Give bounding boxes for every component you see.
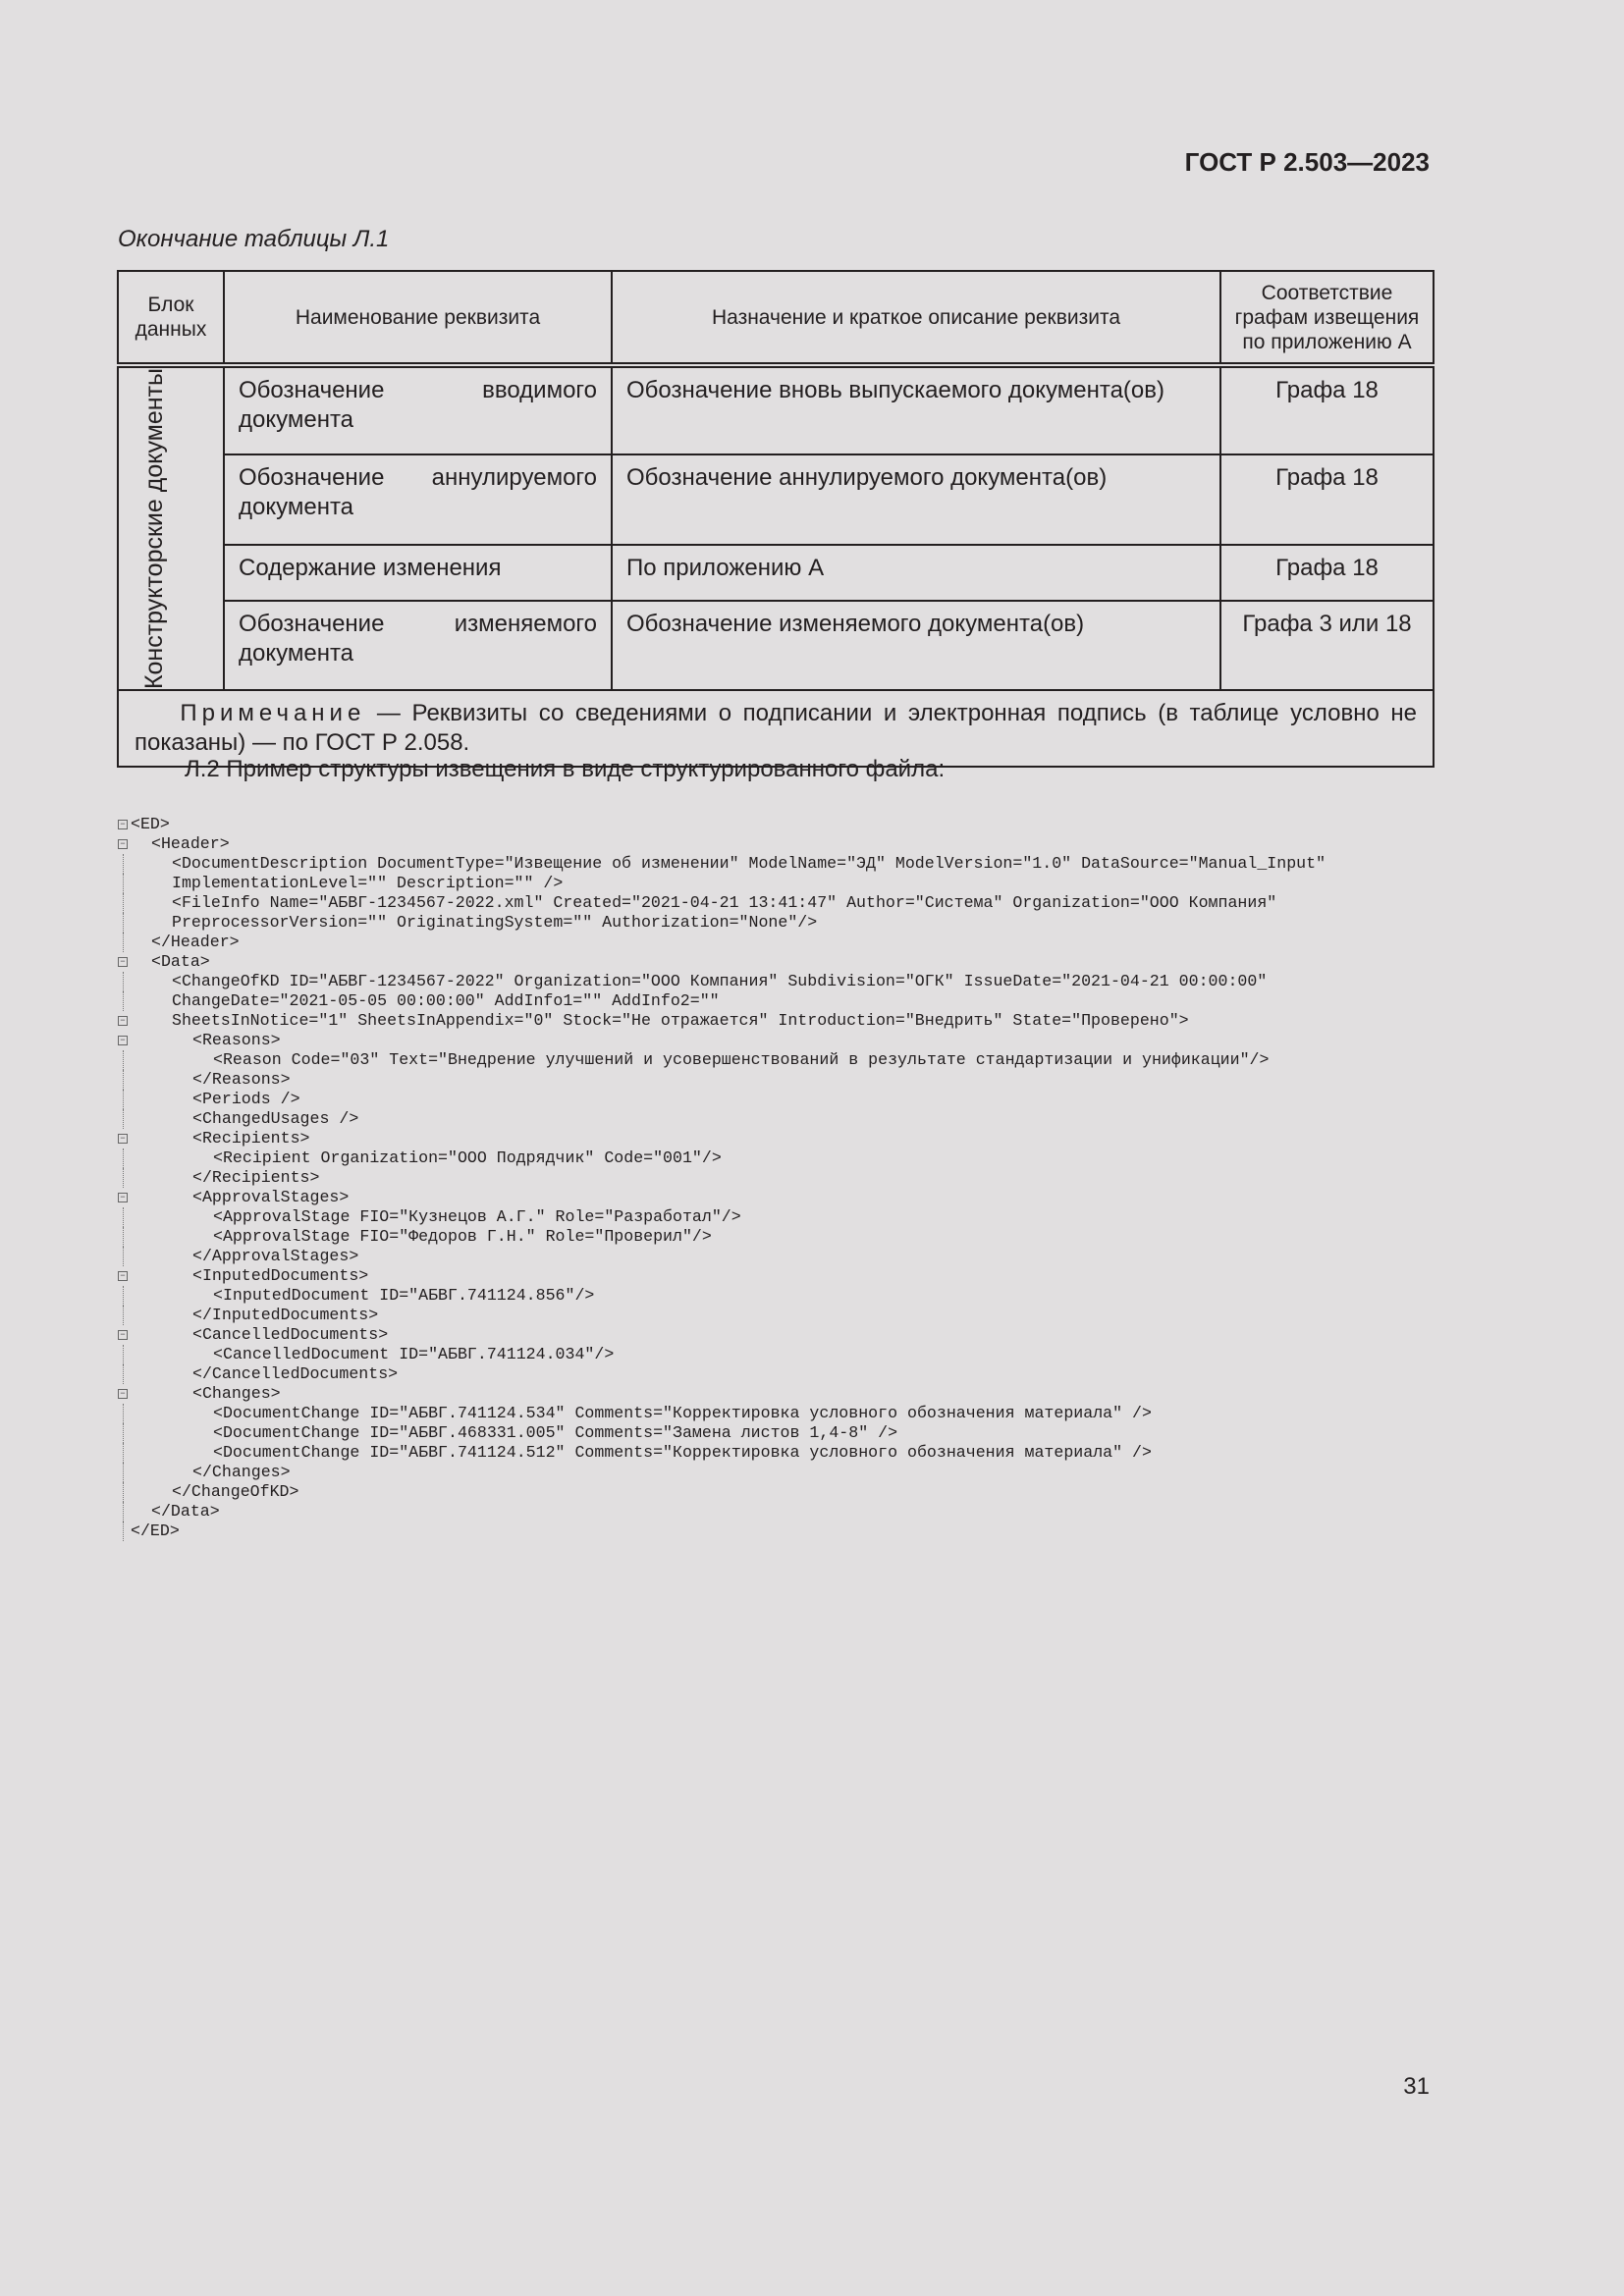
code-text: ImplementationLevel="" Description="" />	[172, 874, 564, 892]
tree-guide	[123, 1463, 125, 1482]
code-line	[117, 1306, 1472, 1325]
code-line	[117, 1404, 1472, 1423]
table-caption: Окончание таблицы Л.1	[118, 226, 390, 252]
code-text: </Changes>	[192, 1463, 291, 1481]
tree-guide	[123, 874, 125, 893]
code-text: </ChangeOfKD>	[172, 1482, 299, 1501]
tree-guide	[123, 1345, 125, 1364]
code-text: </Recipients>	[192, 1168, 320, 1187]
collapse-icon: −	[118, 1134, 128, 1144]
collapse-icon: −	[118, 1193, 128, 1202]
code-line	[117, 1384, 1472, 1404]
code-line	[117, 874, 1472, 893]
code-text: <ApprovalStage FIO="Кузнецов А.Г." Role="Разработал"/>	[213, 1207, 741, 1226]
tree-guide	[123, 893, 125, 913]
row-name: Обозначение вводимого документа	[224, 365, 612, 454]
code-line	[117, 1286, 1472, 1306]
code-line	[117, 854, 1472, 874]
code-line	[117, 1031, 1472, 1050]
code-text: SheetsInNotice="1" SheetsInAppendix="0" Stock="Не отражается" Introduction="Внедрить" State="Проверено">	[172, 1011, 1189, 1030]
code-line	[117, 1463, 1472, 1482]
tree-guide	[123, 1070, 125, 1090]
code-line	[117, 1129, 1472, 1148]
note-text: — Реквизиты со сведениями о подписании и электронная подпись (в таблице условно не показаны) — по ГОСТ Р 2.058.	[135, 700, 1418, 757]
block-cell	[118, 365, 224, 690]
tree-guide	[123, 1364, 125, 1384]
code-text: <ChangeOfKD ID="АБВГ-1234567-2022" Organization="ООО Компания" Subdivision="ОГК" IssueDate="2021-04-21 00:00:00"	[172, 972, 1268, 990]
row-description: Обозначение изменяемого документа(ов)	[612, 601, 1220, 690]
tree-guide	[123, 933, 125, 952]
code-line	[117, 991, 1472, 1011]
code-line	[117, 933, 1472, 952]
tree-guide	[123, 991, 125, 1011]
code-line	[117, 1188, 1472, 1207]
code-line	[117, 1345, 1472, 1364]
header-block: Блок данных	[118, 271, 224, 365]
code-text: <DocumentChange ID="АБВГ.468331.005" Comments="Замена листов 1,4-8" />	[213, 1423, 898, 1442]
collapse-icon: −	[118, 1389, 128, 1399]
collapse-icon: −	[118, 1330, 128, 1340]
code-line	[117, 1325, 1472, 1345]
row-description: Обозначение аннулируемого документа(ов)	[612, 454, 1220, 544]
code-text: <ED>	[131, 815, 170, 833]
code-text: ChangeDate="2021-05-05 00:00:00" AddInfo1="" AddInfo2=""	[172, 991, 720, 1010]
collapse-icon: −	[118, 820, 128, 829]
code-text: <Reason Code="03" Text="Внедрение улучшений и усовершенствований в результате стандартизации и унификации"/>	[213, 1050, 1270, 1069]
row-description: Обозначение вновь выпускаемого документа(ов)	[612, 365, 1220, 454]
code-text: </ApprovalStages>	[192, 1247, 359, 1265]
code-line	[117, 815, 1472, 834]
tree-guide	[123, 1090, 125, 1109]
code-line	[117, 1011, 1472, 1031]
tree-guide	[123, 913, 125, 933]
note-title: Примечание	[180, 700, 366, 727]
tree-guide	[123, 972, 125, 991]
code-text: <ApprovalStage FIO="Федоров Г.Н." Role="Проверил"/>	[213, 1227, 712, 1246]
example-title: Л.2 Пример структуры извещения в виде структурированного файла:	[185, 756, 946, 782]
header-description: Назначение и краткое описание реквизита	[612, 271, 1220, 365]
code-line	[117, 1364, 1472, 1384]
tree-guide	[123, 1404, 125, 1423]
row-reference: Графа 18	[1220, 454, 1434, 544]
code-text: <FileInfo Name="АБВГ-1234567-2022.xml" Created="2021-04-21 13:41:47" Author="Система" Organization="ООО Компания"	[172, 893, 1277, 912]
tree-guide	[123, 1207, 125, 1227]
code-line	[117, 1070, 1472, 1090]
code-line	[117, 952, 1472, 972]
code-text: <Reasons>	[192, 1031, 281, 1049]
tree-guide	[123, 1148, 125, 1168]
tree-guide	[123, 854, 125, 874]
code-text: </InputedDocuments>	[192, 1306, 379, 1324]
code-text: <Periods />	[192, 1090, 300, 1108]
code-line	[117, 1050, 1472, 1070]
code-text: <Data>	[151, 952, 210, 971]
code-text: </Header>	[151, 933, 240, 951]
code-text: <Changes>	[192, 1384, 281, 1403]
header-reference: Соответствие графам извещения по приложению А	[1220, 271, 1434, 365]
block-label: Конструкторские документы	[140, 368, 168, 690]
collapse-icon: −	[118, 1016, 128, 1026]
code-line	[117, 972, 1472, 991]
row-description: По приложению А	[612, 545, 1220, 601]
code-line	[117, 1443, 1472, 1463]
row-reference: Графа 18	[1220, 545, 1434, 601]
code-text: <ChangedUsages />	[192, 1109, 359, 1128]
page-number: 31	[1403, 2073, 1430, 2100]
code-line	[117, 1247, 1472, 1266]
code-line	[117, 893, 1472, 913]
code-text: </Data>	[151, 1502, 220, 1521]
requisites-table	[117, 270, 1435, 768]
code-line	[117, 1090, 1472, 1109]
collapse-icon: −	[118, 839, 128, 849]
row-name: Содержание изменения	[224, 545, 612, 601]
code-text: PreprocessorVersion="" OriginatingSystem="" Authorization="None"/>	[172, 913, 818, 932]
tree-guide	[123, 1522, 125, 1541]
tree-guide	[123, 1423, 125, 1443]
code-line	[117, 1227, 1472, 1247]
tree-guide	[123, 1482, 125, 1502]
code-text: <DocumentDescription DocumentType="Извещение об изменении" ModelName="ЭД" ModelVersion="1.0" DataSource="Manual_Input"	[172, 854, 1326, 873]
code-text: <InputedDocument ID="АБВГ.741124.856"/>	[213, 1286, 595, 1305]
code-line	[117, 913, 1472, 933]
tree-guide	[123, 1050, 125, 1070]
tree-guide	[123, 1286, 125, 1306]
code-line	[117, 1522, 1472, 1541]
code-text: </Reasons>	[192, 1070, 291, 1089]
code-line	[117, 1423, 1472, 1443]
code-text: <Recipients>	[192, 1129, 310, 1148]
tree-guide	[123, 1227, 125, 1247]
code-line	[117, 1502, 1472, 1522]
code-text: <CancelledDocument ID="АБВГ.741124.034"/>	[213, 1345, 615, 1363]
code-text: </ED>	[131, 1522, 180, 1540]
tree-guide	[123, 1502, 125, 1522]
collapse-icon: −	[118, 957, 128, 967]
row-reference: Графа 3 или 18	[1220, 601, 1434, 690]
code-text: </CancelledDocuments>	[192, 1364, 399, 1383]
code-line	[117, 1148, 1472, 1168]
collapse-icon: −	[118, 1036, 128, 1045]
code-text: <CancelledDocuments>	[192, 1325, 389, 1344]
tree-guide	[123, 1443, 125, 1463]
tree-guide	[123, 1168, 125, 1188]
tree-guide	[123, 1109, 125, 1129]
code-text: <ApprovalStages>	[192, 1188, 350, 1206]
code-line	[117, 1266, 1472, 1286]
code-text: <Header>	[151, 834, 230, 853]
code-line	[117, 1207, 1472, 1227]
code-text: <DocumentChange ID="АБВГ.741124.512" Comments="Корректировка условного обозначения материала" />	[213, 1443, 1152, 1462]
code-line	[117, 834, 1472, 854]
code-line	[117, 1168, 1472, 1188]
code-line	[117, 1109, 1472, 1129]
code-text: <Recipient Organization="ООО Подрядчик" Code="001"/>	[213, 1148, 722, 1167]
code-text: <InputedDocuments>	[192, 1266, 369, 1285]
standard-number: ГОСТ Р 2.503—2023	[1184, 147, 1430, 177]
tree-guide	[123, 1247, 125, 1266]
row-reference: Графа 18	[1220, 365, 1434, 454]
header-name: Наименование реквизита	[224, 271, 612, 365]
tree-guide	[123, 1306, 125, 1325]
collapse-icon: −	[118, 1271, 128, 1281]
code-line	[117, 1482, 1472, 1502]
row-name: Обозначение изменяемого документа	[224, 601, 612, 690]
xml-code-block	[117, 815, 1472, 1541]
row-name: Обозначение аннулируемого документа	[224, 454, 612, 544]
code-text: <DocumentChange ID="АБВГ.741124.534" Comments="Корректировка условного обозначения материала" />	[213, 1404, 1152, 1422]
